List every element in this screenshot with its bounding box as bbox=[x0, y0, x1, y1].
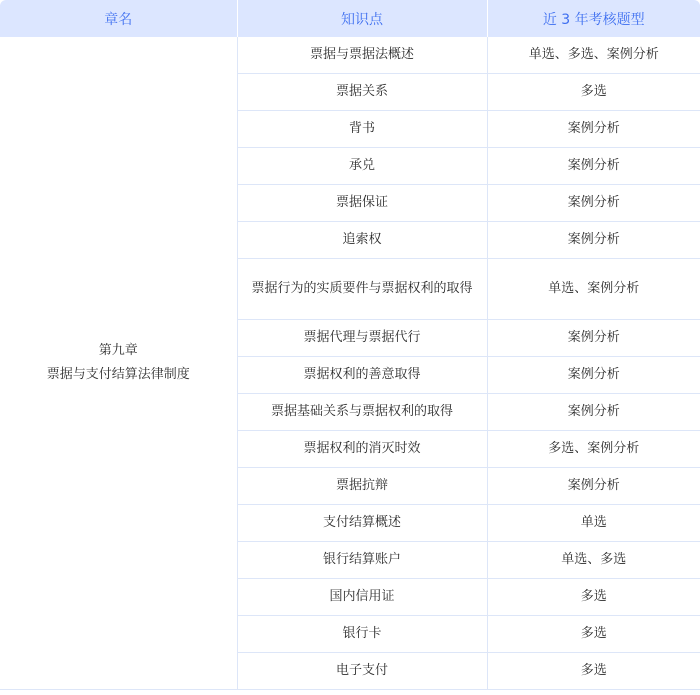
header-question-types: 近 3 年考核题型 bbox=[487, 0, 700, 37]
types-cell: 多选 bbox=[487, 616, 700, 653]
topic-cell: 票据权利的善意取得 bbox=[237, 357, 487, 394]
types-cell: 多选 bbox=[487, 653, 700, 690]
topic-cell: 票据代理与票据代行 bbox=[237, 320, 487, 357]
header-topic: 知识点 bbox=[237, 0, 487, 37]
types-cell: 多选 bbox=[487, 74, 700, 111]
types-cell: 多选、案例分析 bbox=[487, 431, 700, 468]
topic-cell: 票据与票据法概述 bbox=[237, 37, 487, 74]
types-cell: 案例分析 bbox=[487, 111, 700, 148]
topic-cell: 票据基础关系与票据权利的取得 bbox=[237, 394, 487, 431]
types-cell: 单选 bbox=[487, 505, 700, 542]
topic-cell: 票据关系 bbox=[237, 74, 487, 111]
topic-cell: 票据保证 bbox=[237, 185, 487, 222]
types-cell: 单选、多选、案例分析 bbox=[487, 37, 700, 74]
topic-cell: 银行结算账户 bbox=[237, 542, 487, 579]
header-chapter: 章名 bbox=[0, 0, 237, 37]
types-cell: 案例分析 bbox=[487, 320, 700, 357]
table-row bbox=[0, 37, 700, 74]
topic-cell: 票据权利的消灭时效 bbox=[237, 431, 487, 468]
types-cell: 案例分析 bbox=[487, 357, 700, 394]
types-cell: 单选、多选 bbox=[487, 542, 700, 579]
table-body bbox=[0, 37, 700, 690]
types-cell: 案例分析 bbox=[487, 185, 700, 222]
topic-cell: 追索权 bbox=[237, 222, 487, 259]
topic-cell: 电子支付 bbox=[237, 653, 487, 690]
topic-cell: 国内信用证 bbox=[237, 579, 487, 616]
types-cell: 案例分析 bbox=[487, 222, 700, 259]
types-cell: 单选、案例分析 bbox=[487, 259, 700, 320]
chapter-cell bbox=[0, 37, 237, 690]
chapter-title: 票据与支付结算法律制度 bbox=[46, 367, 190, 382]
topic-cell: 票据抗辩 bbox=[237, 468, 487, 505]
topic-cell: 支付结算概述 bbox=[237, 505, 487, 542]
topic-cell: 背书 bbox=[237, 111, 487, 148]
topic-cell: 银行卡 bbox=[237, 616, 487, 653]
types-cell: 案例分析 bbox=[487, 468, 700, 505]
types-cell: 多选 bbox=[487, 579, 700, 616]
types-cell: 案例分析 bbox=[487, 148, 700, 185]
types-cell: 案例分析 bbox=[487, 394, 700, 431]
table-header-row bbox=[0, 0, 700, 37]
chapter-number: 第九章 bbox=[98, 343, 138, 358]
topic-cell: 承兑 bbox=[237, 148, 487, 185]
topic-cell: 票据行为的实质要件与票据权利的取得 bbox=[237, 259, 487, 320]
